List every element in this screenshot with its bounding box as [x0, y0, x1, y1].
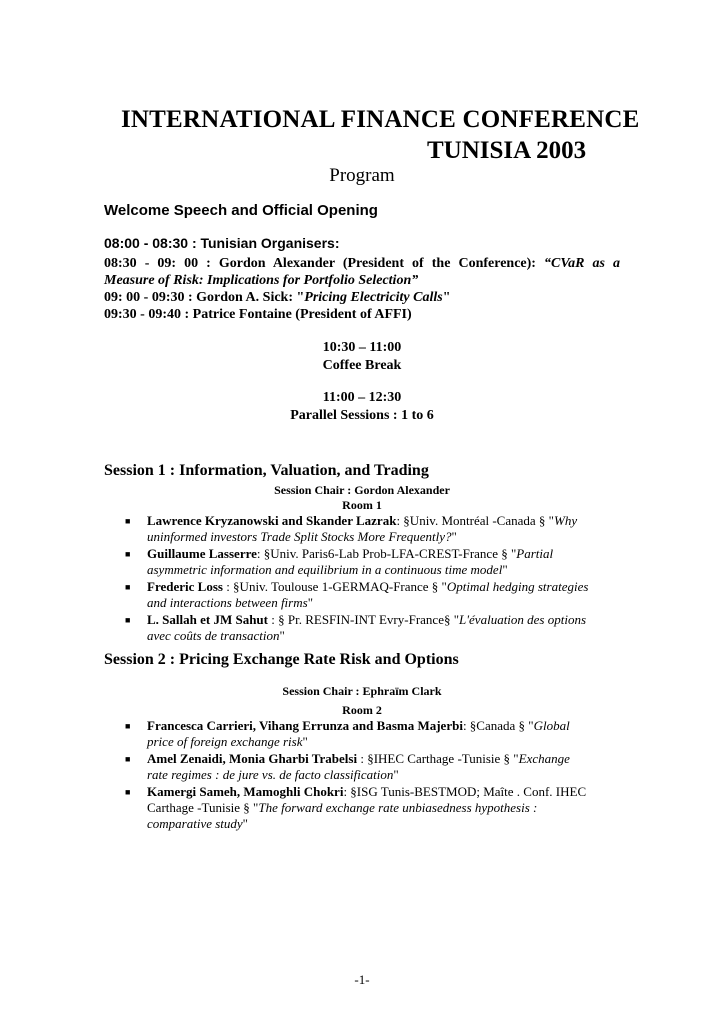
parallel-sessions: [0, 389, 724, 425]
parallel-sessions-label: Parallel Sessions : 1 to 6: [290, 408, 434, 423]
paper-item: ■ Frederic Loss : §Univ. Toulouse 1-GERMAQ-France § "Optimal hedging strategies and interactions between firms": [125, 579, 589, 610]
session-1-title: Session 1 : Information, Valuation, and Trading: [104, 462, 429, 479]
page-number: -1-: [354, 972, 370, 987]
opening-agenda: [104, 255, 620, 323]
session-1-papers: [123, 513, 593, 645]
square-bullet-icon: ■: [125, 516, 131, 526]
session-2-chair: Session Chair : Ephraïm Clark: [282, 684, 442, 698]
paper-item: ■ Guillaume Lasserre: §Univ. Paris6-Lab Prob-LFA-CREST-France § "Partial asymmetric information and equilibrium in a continuous time model": [125, 546, 554, 577]
organisers-line: 08:00 - 08:30 : Tunisian Organisers:: [104, 235, 340, 251]
session-2-title: Session 2 : Pricing Exchange Rate Risk and Options: [104, 651, 459, 668]
coffee-break-time: 10:30 – 11:00: [322, 340, 402, 355]
agenda-item-1-title: Measure of Risk: Implications for Portfolio Selection”: [104, 273, 419, 288]
square-bullet-icon: ■: [125, 582, 131, 592]
conference-title-line2: TUNISIA 2003: [427, 137, 587, 164]
square-bullet-icon: ■: [125, 754, 131, 764]
square-bullet-icon: ■: [125, 615, 131, 625]
square-bullet-icon: ■: [125, 721, 131, 731]
agenda-item-1: 08:30 - 09: 00 : Gordon Alexander (President of the Conference): “CVaR as a: [104, 256, 620, 271]
opening-heading: Welcome Speech and Official Opening: [104, 202, 378, 219]
square-bullet-icon: ■: [125, 549, 131, 559]
program-subtitle: Program: [329, 165, 395, 186]
paper-item: ■ Lawrence Kryzanowski and Skander Lazrak: §Univ. Montréal -Canada § "Why uninformed investors Trade Split Stocks More Frequently?": [125, 513, 578, 544]
coffee-break: [0, 339, 724, 375]
square-bullet-icon: ■: [125, 787, 131, 797]
session-1-room: Room 1: [342, 498, 382, 512]
agenda-item-3: 09:30 - 09:40 : Patrice Fontaine (President of AFFI): [104, 307, 412, 322]
paper-item: ■ Kamergi Sameh, Mamoghli Chokri: §ISG Tunis-BESTMOD; Maîte . Conf. IHEC Carthage -Tunisie § "The forward exchange rate unbiasedness hypothesis : comparative study": [125, 784, 587, 831]
parallel-sessions-time: 11:00 – 12:30: [322, 390, 402, 405]
session-2-papers: [123, 718, 593, 833]
paper-item: ■ Amel Zenaidi, Monia Gharbi Trabelsi : §IHEC Carthage -Tunisie § "Exchange rate regimes : de jure vs. de facto classification": [125, 751, 570, 782]
paper-item: ■ L. Sallah et JM Sahut : § Pr. RESFIN-INT Evry-France§ "L'évaluation des options avec coûts de transaction": [125, 612, 587, 643]
conference-title: INTERNATIONAL FINANCE CONFERENCE: [121, 106, 640, 133]
agenda-item-2: 09: 00 - 09:30 : Gordon A. Sick: "Pricing Electricity Calls": [104, 290, 451, 305]
paper-item: ■ Francesca Carrieri, Vihang Errunza and Basma Majerbi: §Canada § "Global price of foreign exchange risk": [125, 718, 570, 749]
session-2-room: Room 2: [342, 703, 382, 717]
session-1-chair: Session Chair : Gordon Alexander: [274, 483, 450, 497]
coffee-break-label: Coffee Break: [322, 358, 402, 373]
